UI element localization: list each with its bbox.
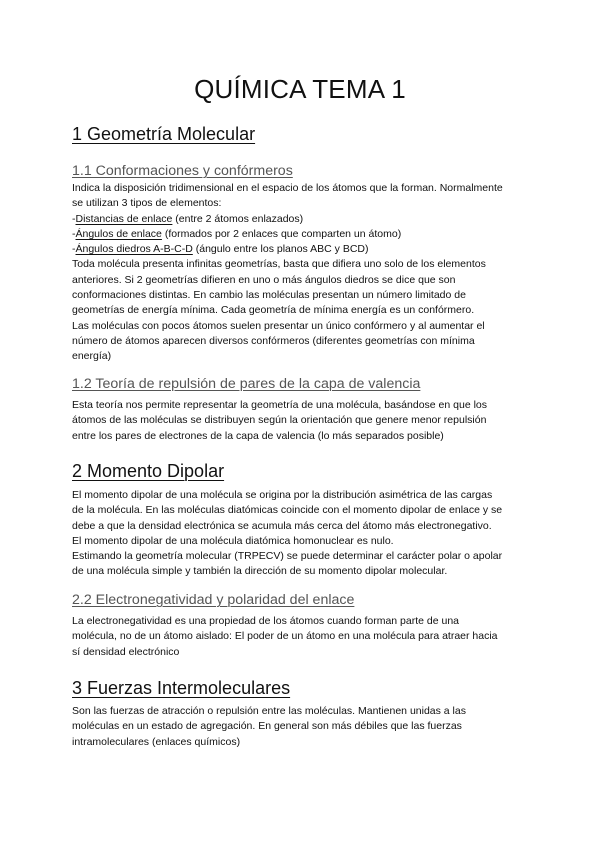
text-line: Toda molécula presenta infinitas geometrías, basta que difiera uno solo de los elementos: [72, 258, 486, 271]
text-line: moléculas en un estado de agregación. En general son más débiles que las fuerzas: [72, 720, 462, 733]
text-line: anteriores. Si 2 geometrías difieren en uno o más ángulos diedros se dice que son: [72, 273, 456, 286]
text-line: molécula, no de un átomo aislado: El poder de un átomo en una molécula para atraer hacia: [72, 630, 498, 643]
text-line: debe a que la densidad electrónica se acumula más cerca del átomo más electronegativo.: [72, 519, 492, 532]
document-title: QUÍMICA TEMA 1: [194, 74, 406, 104]
subsection-heading-trpecv: 1.2 Teoría de repulsión de pares de la capa de valencia: [72, 376, 421, 392]
paragraph-conformaciones: [72, 181, 542, 365]
text-line: El momento dipolar de una molécula se origina por la distribución asimétrica de las cargas: [72, 489, 493, 501]
text-line: número de átomos aparecen diversos confórmeros (diferentes geometrías con mínima: [72, 334, 475, 347]
subsection-heading-electronegatividad: 2.2 Electronegatividad y polaridad del enlace: [72, 592, 355, 608]
text-line: Estimando la geometría molecular (TRPECV) se puede determinar el carácter polar o apolar: [72, 550, 503, 563]
subsection-heading-conformaciones: 1.1 Conformaciones y confórmeros: [72, 163, 293, 179]
text-line: se utilizan 3 tipos de elementos:: [72, 197, 222, 210]
text-line: de una molécula simple y también la dirección de su momento dipolar molecular.: [72, 565, 448, 578]
text-line: energía): [72, 350, 112, 363]
term-angulos-diedros: Ángulos diedros A-B-C-D: [75, 243, 193, 256]
paragraph-electronegatividad: [72, 614, 542, 660]
paragraph-fuerzas-intermoleculares: [72, 704, 542, 750]
section-heading-fuerzas-intermoleculares: 3 Fuerzas Intermoleculares: [72, 678, 291, 698]
text-line: El momento dipolar de una molécula diatómica homonuclear es nulo.: [72, 534, 394, 547]
text-line: de la molécula. En las moléculas diatómicas coincide con el momento dipolar de enlace y se: [72, 504, 503, 517]
text-line: La electronegatividad es una propiedad de los átomos cuando forman parte de una: [72, 615, 460, 627]
text-line: conformaciones distintas. En cambio las moléculas presentan un número limitado de: [72, 289, 466, 302]
paragraph-trpecv: [72, 398, 542, 444]
section-heading-geometria-molecular: 1 Geometría Molecular: [72, 124, 256, 144]
list-item-angulos-enlace: -Ángulos de enlace (formados por 2 enlaces que comparten un átomo): [72, 227, 402, 240]
list-item-distancias: -Distancias de enlace (entre 2 átomos enlazados): [72, 212, 304, 225]
text-line: sí densidad electrónico: [72, 645, 180, 658]
text-line: Esta teoría nos permite representar la geometría de una molécula, basándose en que los: [72, 399, 488, 411]
text-line: Indica la disposición tridimensional en el espacio de los átomos que la forman. Normalmente: [72, 182, 503, 194]
text-line: geometrías de energía mínima. Cada geometría de mínima energía es un confórmero.: [72, 304, 475, 317]
section-heading-momento-dipolar: 2 Momento Dipolar: [72, 461, 225, 481]
text-line: átomos de las moléculas se distribuyen según la orientación que genere menor repulsión: [72, 414, 487, 427]
term-distancias-de-enlace: Distancias de enlace: [75, 212, 173, 225]
term-angulos-de-enlace: Ángulos de enlace: [75, 227, 162, 240]
paragraph-momento-dipolar: [72, 488, 542, 580]
text-line: intramoleculares (enlaces químicos): [72, 735, 241, 748]
text-line: Son las fuerzas de atracción o repulsión entre las moléculas. Mantienen unidas a las: [72, 705, 466, 717]
text-line: Las moléculas con pocos átomos suelen presentar un único confórmero y al aumentar el: [72, 319, 485, 332]
text-line: entre los pares de electrones de la capa de valencia (lo más separados posible): [72, 429, 444, 442]
list-item-angulos-diedros: -Ángulos diedros A-B-C-D (ángulo entre los planos ABC y BCD): [72, 243, 369, 256]
